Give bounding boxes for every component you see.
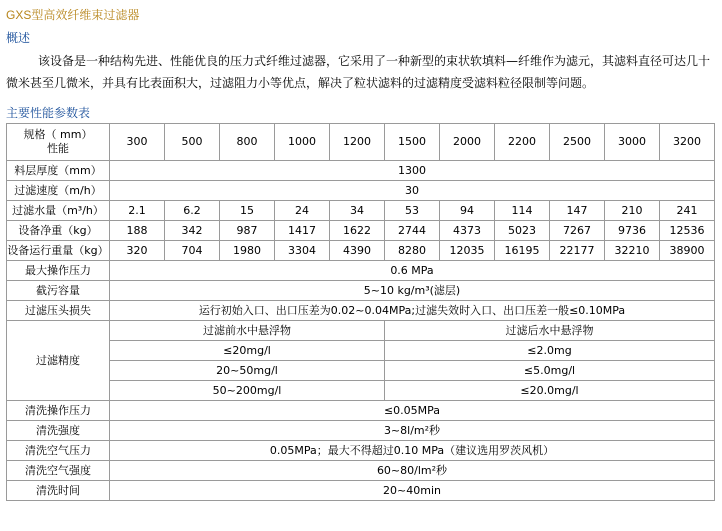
header-label-line2: 性能: [47, 142, 69, 155]
table-row: [7, 221, 715, 241]
row-label: 过滤精度: [7, 321, 110, 401]
row-value: 30: [110, 181, 715, 201]
size-cell: 2500: [550, 124, 605, 161]
table-cell: 1417: [275, 221, 330, 241]
header-row: [7, 124, 715, 161]
precision-before-cell: 50~200mg/l: [110, 381, 385, 401]
table-cell: 9736: [605, 221, 660, 241]
row-label: 最大操作压力: [7, 261, 110, 281]
table-row: [7, 381, 715, 401]
table-row: [7, 361, 715, 381]
table-row: [7, 161, 715, 181]
size-cell: 2200: [495, 124, 550, 161]
table-cell: 2744: [385, 221, 440, 241]
table-row: [7, 441, 715, 461]
table-cell: 342: [165, 221, 220, 241]
overview-text: 该设备是一种结构先进、性能优良的压力式纤维过滤器，它采用了一种新型的束状软填料—纤维作为滤元，其滤料直径可达几十微米甚至几微米，并具有比表面积大，过滤阻力小等优点，解决了粒状滤料的过滤精度受滤料粒径限制等问题。: [6, 54, 711, 90]
table-cell: 5023: [495, 221, 550, 241]
table-cell: 1622: [330, 221, 385, 241]
table-cell: 12536: [660, 221, 715, 241]
precision-before-cell: 20~50mg/l: [110, 361, 385, 381]
table-cell: 16195: [495, 241, 550, 261]
table-cell: 24: [275, 201, 330, 221]
row-label: 料层厚度（mm）: [7, 161, 110, 181]
table-cell: 38900: [660, 241, 715, 261]
row-label: 设备运行重量（kg）: [7, 241, 110, 261]
table-cell: 53: [385, 201, 440, 221]
precision-after-cell: ≤2.0mg: [385, 341, 715, 361]
row-value: ≤0.05MPa: [110, 401, 715, 421]
table-row: [7, 421, 715, 441]
size-cell: 300: [110, 124, 165, 161]
table-cell: 3304: [275, 241, 330, 261]
size-cell: 1200: [330, 124, 385, 161]
table-row: [7, 481, 715, 501]
row-label: 截污容量: [7, 281, 110, 301]
row-value: 0.6 MPa: [110, 261, 715, 281]
params-heading: 主要性能参数表: [6, 106, 91, 120]
row-label: 清洗操作压力: [7, 401, 110, 421]
table-cell: 210: [605, 201, 660, 221]
table-row: [7, 241, 715, 261]
row-label: 清洗强度: [7, 421, 110, 441]
table-cell: 188: [110, 221, 165, 241]
row-value: 运行初始入口、出口压差为0.02~0.04MPa;过滤失效时入口、出口压差一般≤0.10MPa: [110, 301, 715, 321]
table-row: [7, 341, 715, 361]
table-row: [7, 181, 715, 201]
spec-table: [6, 123, 715, 501]
row-label: 过滤压头损失: [7, 301, 110, 321]
row-value: 3~8l/m²秒: [110, 421, 715, 441]
row-label: 清洗空气压力: [7, 441, 110, 461]
size-cell: 800: [220, 124, 275, 161]
row-value: 60~80/lm²秒: [110, 461, 715, 481]
overview-heading: 概述: [6, 31, 31, 45]
table-cell: 114: [495, 201, 550, 221]
table-cell: 94: [440, 201, 495, 221]
row-label: 过滤水量（m³/h）: [7, 201, 110, 221]
table-cell: 34: [330, 201, 385, 221]
table-cell: 8280: [385, 241, 440, 261]
table-row: [7, 301, 715, 321]
table-cell: 12035: [440, 241, 495, 261]
table-row: [7, 201, 715, 221]
table-cell: 2.1: [110, 201, 165, 221]
table-row: [7, 281, 715, 301]
table-cell: 22177: [550, 241, 605, 261]
table-cell: 4390: [330, 241, 385, 261]
precision-before-cell: ≤20mg/l: [110, 341, 385, 361]
size-cell: 3200: [660, 124, 715, 161]
table-cell: 147: [550, 201, 605, 221]
table-row: [7, 401, 715, 421]
table-cell: 6.2: [165, 201, 220, 221]
table-cell: 15: [220, 201, 275, 221]
row-value: 5~10 kg/m³(滤层): [110, 281, 715, 301]
row-label: 过滤速度（m/h）: [7, 181, 110, 201]
table-row: [7, 261, 715, 281]
size-cell: 3000: [605, 124, 660, 161]
table-cell: 1980: [220, 241, 275, 261]
size-cell: 500: [165, 124, 220, 161]
row-value: 0.05MPa；最大不得超过0.10 MPa（建议选用罗茨风机）: [110, 441, 715, 461]
table-cell: 320: [110, 241, 165, 261]
table-cell: 987: [220, 221, 275, 241]
row-value: 20~40min: [110, 481, 715, 501]
table-row: [7, 461, 715, 481]
header-label-cell: [7, 124, 110, 161]
table-row: [7, 321, 715, 341]
table-cell: 241: [660, 201, 715, 221]
row-value: 1300: [110, 161, 715, 181]
page-title: GXS型高效纤维束过滤器: [6, 8, 140, 22]
row-label: 清洗时间: [7, 481, 110, 501]
precision-before-header: 过滤前水中悬浮物: [110, 321, 385, 341]
table-cell: 4373: [440, 221, 495, 241]
table-cell: 704: [165, 241, 220, 261]
size-cell: 1000: [275, 124, 330, 161]
precision-after-header: 过滤后水中悬浮物: [385, 321, 715, 341]
row-label: 设备净重（kg）: [7, 221, 110, 241]
precision-after-cell: ≤20.0mg/l: [385, 381, 715, 401]
row-label: 清洗空气强度: [7, 461, 110, 481]
size-cell: 1500: [385, 124, 440, 161]
table-cell: 32210: [605, 241, 660, 261]
header-label-line1: 规格（ mm）: [23, 128, 93, 141]
size-cell: 2000: [440, 124, 495, 161]
table-cell: 7267: [550, 221, 605, 241]
precision-after-cell: ≤5.0mg/l: [385, 361, 715, 381]
